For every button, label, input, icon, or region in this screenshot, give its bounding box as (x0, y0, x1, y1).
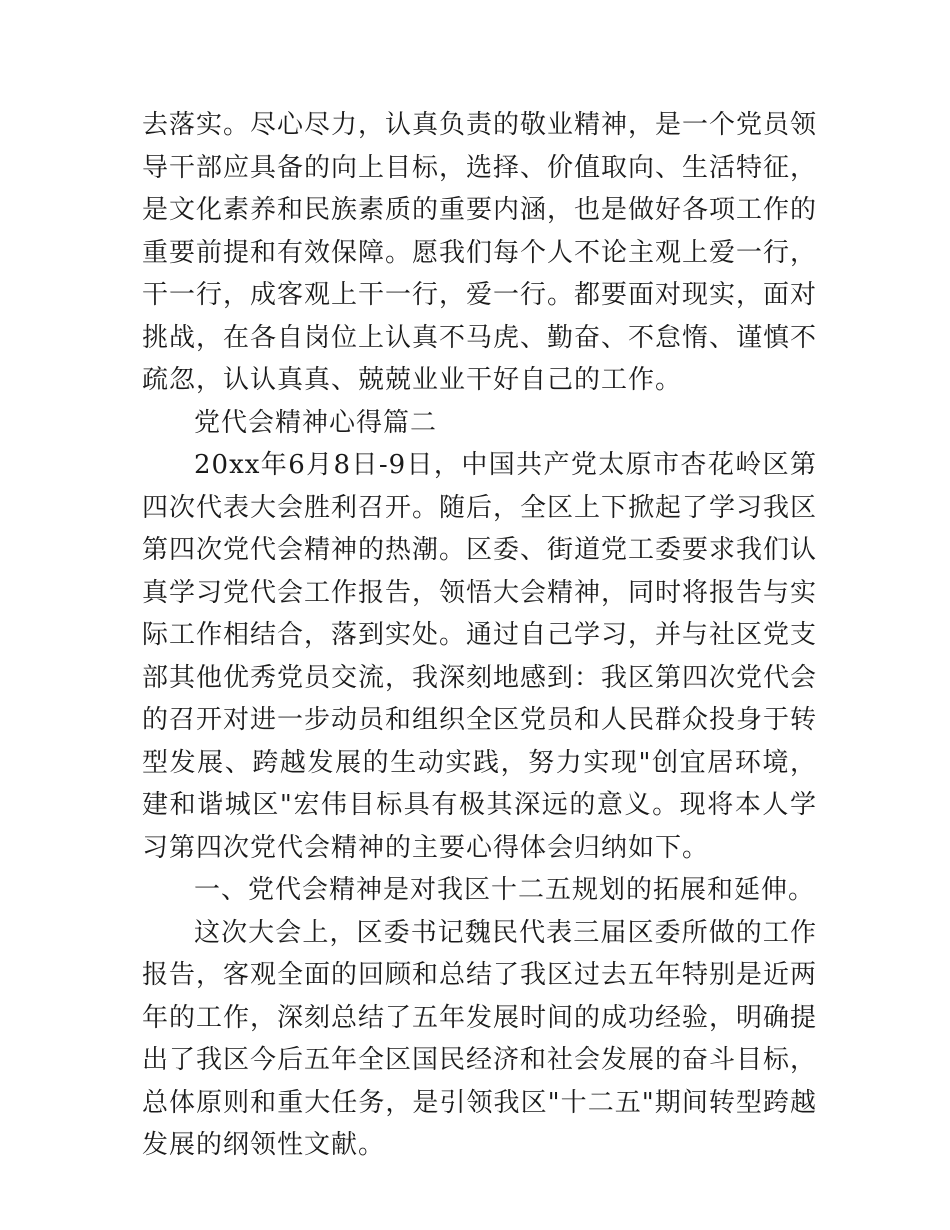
paragraph-body: 这次大会上，区委书记魏民代表三届区委所做的工作报告，客观全面的回顾和总结了我区过去五年特别是近两年的工作，深刻总结了五年发展时间的成功经验，明确提出了我区今后五年全区国民经济和社会发展的奋斗目标，总体原则和重大任务，是引领我区"十二五"期间转型跨越发展的纲领性文献。 (142, 917, 818, 1160)
document-body (142, 104, 817, 1167)
subsection-heading: 一、党代会精神是对我区十二五规划的拓展和延伸。 (194, 875, 816, 905)
section-heading: 党代会精神心得篇二 (194, 407, 438, 438)
paragraph-continuation: 去落实。尽心尽力，认真负责的敬业精神，是一个党员领导干部应具备的向上目标，选择、价值取向、生活特征，是文化素养和民族素质的重要内涵，也是做好各项工作的重要前提和有效保障。愿我们每个人不论主观上爱一行，干一行，成客观上干一行，爱一行。都要面对现实，面对挑战，在各自岗位上认真不马虎、勤奋、不怠惰、谨慎不疏忽，认认真真、兢兢业业干好自己的工作。 (142, 110, 818, 395)
paragraph-intro: 20xx年6月8日-9日，中国共产党太原市杏花岭区第四次代表大会胜利召开。随后，全区上下掀起了学习我区第四次党代会精神的热潮。区委、街道党工委要求我们认真学习党代会工作报告，领悟大会精神，同时将报告与实际工作相结合，落到实处。通过自己学习，并与社区党支部其他优秀党员交流，我深刻地感到：我区第四次党代会的召开对进一步动员和组织全区党员和人民群众投身于转型发展、跨越发展的生动实践，努力实现"创宜居环境，建和谐城区"宏伟目标具有极其深远的意义。现将本人学习第四次党代会精神的主要心得体会归纳如下。 (142, 450, 818, 863)
